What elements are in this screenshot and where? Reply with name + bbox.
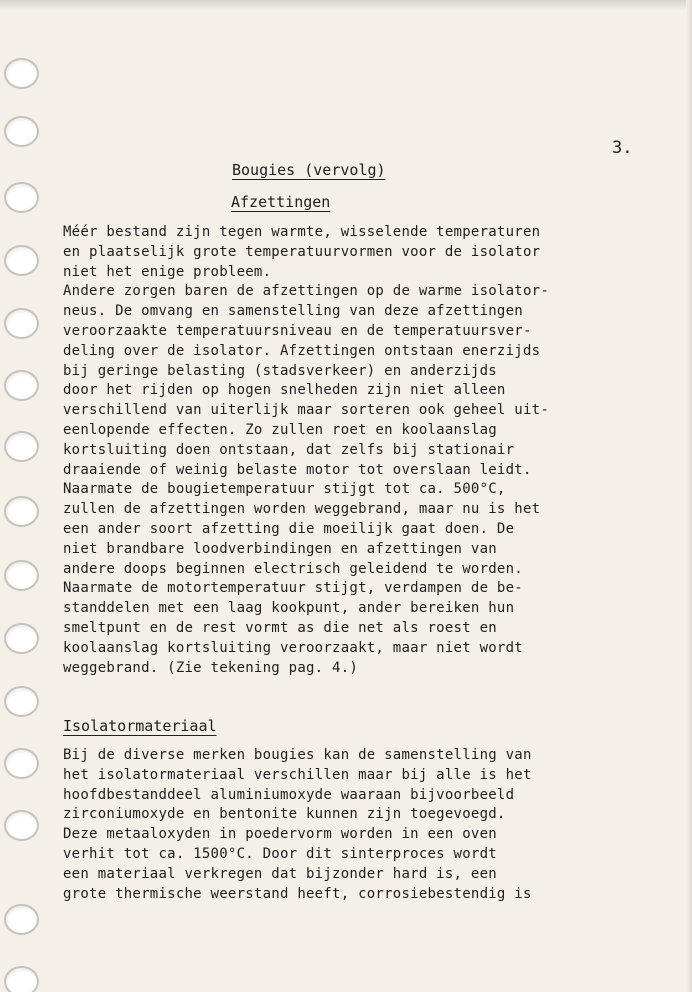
- text-line: hoofdbestanddeel aluminiumoxyde waaraan bijvoorbeeld: [63, 786, 515, 803]
- binder-hole: [4, 810, 39, 841]
- text-line: Naarmate de bougietemperatuur stijgt tot ca. 500°C,: [63, 481, 506, 498]
- paragraph-isolatormateriaal: [63, 746, 532, 904]
- text-line: deling over de isolator. Afzettingen ontstaan enerzijds: [63, 342, 541, 359]
- text-line: eenlopende effecten. Zo zullen roet en koolaanslag: [63, 421, 497, 438]
- text-line: een ander soort afzetting die moeilijk gaat doen. De: [63, 520, 515, 537]
- text-line: veroorzaakte temperatuursniveau en de temperatuursver-: [63, 322, 532, 339]
- text-line: en plaatselijk grote temperatuurvormen voor de isolator: [63, 243, 541, 260]
- binder-hole: [4, 116, 39, 147]
- paragraph-afzettingen: [63, 223, 549, 678]
- text-line: grote thermische weerstand heeft, corrosiebestendig is: [63, 885, 532, 902]
- binder-hole: [4, 431, 39, 462]
- binder-hole: [4, 966, 39, 992]
- binder-hole: [4, 686, 39, 717]
- text-line: koolaanslag kortsluiting veroorzaakt, maar niet wordt: [63, 639, 523, 656]
- text-line: een materiaal verkregen dat bijzonder hard is, een: [63, 865, 497, 882]
- text-line: zullen de afzettingen worden weggebrand, maar nu is het: [63, 501, 541, 518]
- text-line: bij geringe belasting (stadsverkeer) en anderzijds: [63, 362, 497, 379]
- binder-hole: [4, 58, 39, 89]
- text-line: draaiende of weinig belaste motor tot overslaan leidt.: [63, 461, 532, 478]
- text-line: Naarmate de motortemperatuur stijgt, verdampen de be-: [63, 580, 523, 597]
- page-right-edge: [686, 0, 692, 992]
- binder-hole: [4, 308, 39, 339]
- text-line: weggebrand. (Zie tekening pag. 4.): [63, 659, 359, 676]
- text-line: verhit tot ca. 1500°C. Door dit sinterproces wordt: [63, 845, 497, 862]
- text-line: verschillend van uiterlijk maar sorteren ook geheel uit-: [63, 402, 550, 419]
- text-line: kortsluiting doen ontstaan, dat zelfs bij stationair: [63, 441, 515, 458]
- section-heading-isolatormateriaal: Isolatormateriaal: [63, 717, 217, 735]
- binder-hole: [4, 245, 39, 276]
- text-line: smeltpunt en de rest vormt as die net als roest en: [63, 619, 497, 636]
- page-title: Bougies (vervolg): [232, 161, 386, 179]
- binder-hole: [4, 560, 39, 591]
- binder-hole: [4, 370, 39, 401]
- text-line: neus. De omvang en samenstelling van deze afzettingen: [63, 303, 523, 320]
- page-number: 3.: [612, 138, 633, 158]
- text-line: zirconiumoxyde en bentonite kunnen zijn toegevoegd.: [63, 806, 506, 823]
- text-line: andere doops beginnen electrisch geleidend te worden.: [63, 560, 523, 577]
- binder-hole: [4, 748, 39, 779]
- text-line: standdelen met een laag kookpunt, ander bereiken hun: [63, 600, 515, 617]
- text-line: Deze metaaloxyden in poedervorm worden in een oven: [63, 826, 497, 843]
- binder-hole: [4, 496, 39, 527]
- text-line: niet brandbare loodverbindingen en afzettingen van: [63, 540, 497, 557]
- binder-hole: [4, 623, 39, 654]
- text-line: Bij de diverse merken bougies kan de samenstelling van: [63, 747, 532, 763]
- section-heading-afzettingen: Afzettingen: [231, 193, 331, 211]
- text-line: Méér bestand zijn tegen warmte, wisselende temperaturen: [63, 224, 541, 240]
- text-line: door het rijden op hogen snelheden zijn niet alleen: [63, 382, 506, 399]
- text-line: Andere zorgen baren de afzettingen op de warme isolator-: [63, 283, 550, 300]
- binder-hole: [4, 904, 39, 935]
- text-line: niet het enige probleem.: [63, 263, 272, 280]
- page-top-edge: [0, 0, 692, 10]
- text-line: het isolatormateriaal verschillen maar bij alle is het: [63, 766, 532, 783]
- binder-hole: [4, 182, 39, 213]
